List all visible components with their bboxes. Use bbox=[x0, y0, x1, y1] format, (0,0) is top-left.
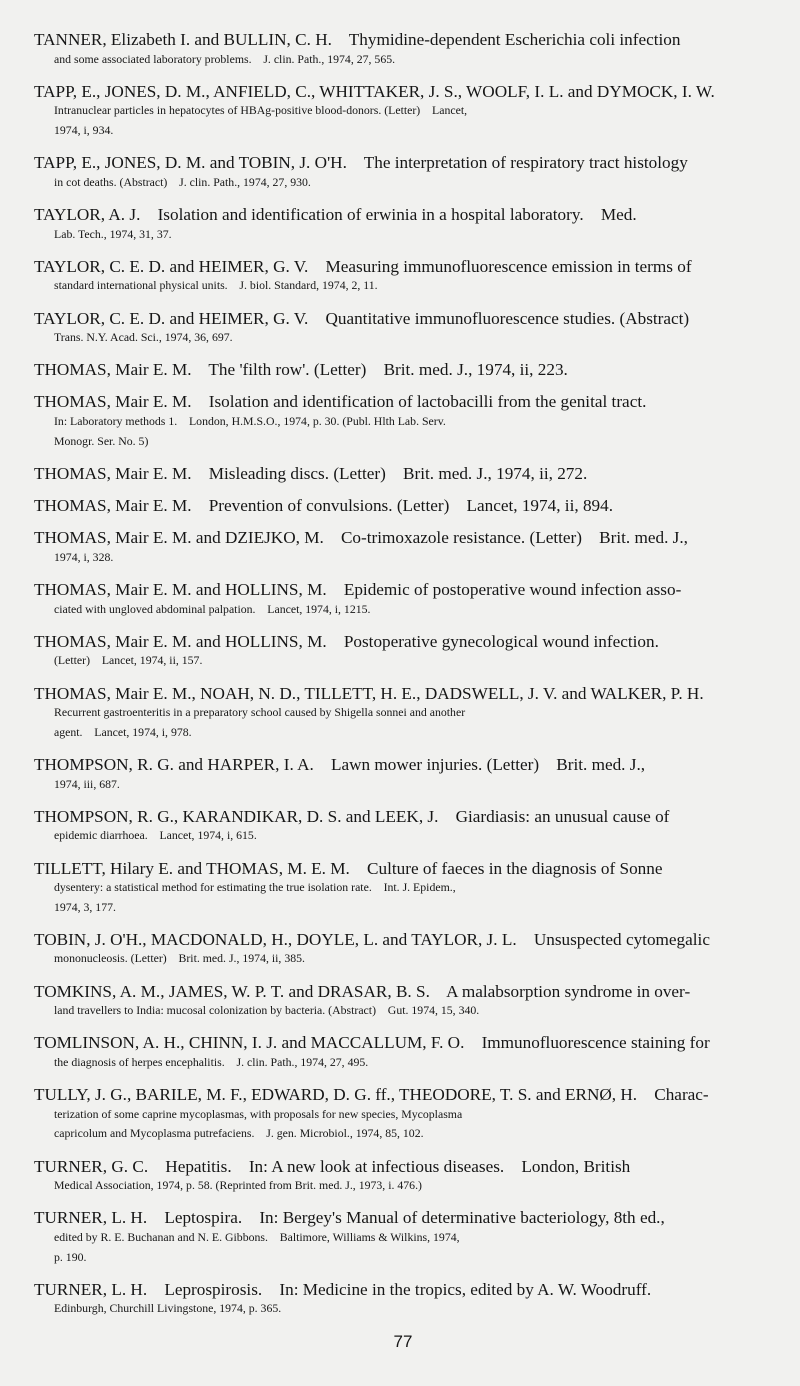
reference-line-continuation: 1974, i, 328. bbox=[54, 549, 114, 564]
reference-line-first: TOBIN, J. O'H., MACDONALD, H., DOYLE, L. and TAYLOR, J. L. Unsuspected cytomegalic bbox=[34, 929, 710, 949]
reference-line-continuation: mononucleosis. (Letter) Brit. med. J., 1974, ii, 385. bbox=[54, 951, 305, 966]
reference-entry bbox=[34, 859, 772, 918]
reference-line-first: TURNER, L. H. Leprospirosis. In: Medicine in the tropics, edited by A. W. Woodruff. bbox=[34, 1279, 652, 1299]
reference-entry bbox=[34, 1085, 772, 1144]
reference-line-first: THOMAS, Mair E. M. Prevention of convulsions. (Letter) Lancet, 1974, ii, 894. bbox=[34, 496, 614, 516]
reference-line-first: THOMAS, Mair E. M. Misleading discs. (Letter) Brit. med. J., 1974, ii, 272. bbox=[34, 463, 588, 483]
reference-entry bbox=[34, 528, 772, 567]
reference-line-continuation: p. 190. bbox=[54, 1249, 87, 1264]
reference-entry bbox=[34, 930, 772, 969]
reference-entry bbox=[34, 82, 772, 141]
reference-line-first: THOMAS, Mair E. M. Isolation and identification of lactobacilli from the genital tract. bbox=[34, 392, 647, 412]
reference-line-continuation: Recurrent gastroenteritis in a preparatory school caused by Shigella sonnei and another bbox=[54, 705, 466, 720]
reference-entry bbox=[34, 392, 772, 451]
reference-line-continuation: standard international physical units. J. biol. Standard, 1974, 2, 11. bbox=[54, 278, 378, 293]
reference-line-continuation: and some associated laboratory problems. J. clin. Path., 1974, 27, 565. bbox=[54, 51, 396, 66]
reference-entry bbox=[34, 153, 772, 192]
reference-line-continuation: epidemic diarrhoea. Lancet, 1974, i, 615. bbox=[54, 828, 257, 843]
reference-line-first: TILLETT, Hilary E. and THOMAS, M. E. M. Culture of faeces in the diagnosis of Sonne bbox=[34, 858, 663, 878]
reference-entry bbox=[34, 755, 772, 794]
reference-entry bbox=[34, 1033, 772, 1072]
reference-entry bbox=[34, 30, 772, 69]
reference-line-first: TULLY, J. G., BARILE, M. F., EDWARD, D. G. ff., THEODORE, T. S. and ERNØ, H. Charac- bbox=[34, 1085, 709, 1105]
reference-entry bbox=[34, 982, 772, 1021]
reference-line-continuation: agent. Lancet, 1974, i, 978. bbox=[54, 724, 192, 739]
reference-line-continuation: Monogr. Ser. No. 5) bbox=[54, 433, 149, 448]
reference-entry bbox=[34, 496, 772, 516]
reference-list bbox=[34, 30, 772, 1319]
reference-line-continuation: (Letter) Lancet, 1974, ii, 157. bbox=[54, 653, 203, 668]
reference-entry bbox=[34, 807, 772, 846]
reference-line-continuation: edited by R. E. Buchanan and N. E. Gibbons. Baltimore, Williams & Wilkins, 1974, bbox=[54, 1229, 460, 1244]
reference-line-first: THOMPSON, R. G., KARANDIKAR, D. S. and LEEK, J. Giardiasis: an unusual cause of bbox=[34, 806, 670, 826]
reference-line-continuation: In: Laboratory methods 1. London, H.M.S.O., 1974, p. 30. (Publ. Hlth Lab. Serv. bbox=[54, 414, 446, 429]
reference-line-first: THOMAS, Mair E. M. and HOLLINS, M. Postoperative gynecological wound infection. bbox=[34, 631, 659, 651]
reference-line-first: THOMPSON, R. G. and HARPER, I. A. Lawn mower injuries. (Letter) Brit. med. J., bbox=[34, 754, 646, 774]
reference-line-continuation: dysentery: a statistical method for estimating the true isolation rate. Int. J. Epidem., bbox=[54, 880, 456, 895]
reference-line-continuation: Trans. N.Y. Acad. Sci., 1974, 36, 697. bbox=[54, 330, 233, 345]
reference-line-first: TAYLOR, A. J. Isolation and identification of erwinia in a hospital laboratory. Med. bbox=[34, 204, 637, 224]
reference-line-continuation: capricolum and Mycoplasma putrefaciens. J. gen. Microbiol., 1974, 85, 102. bbox=[54, 1126, 424, 1141]
reference-line-first: THOMAS, Mair E. M., NOAH, N. D., TILLETT, H. E., DADSWELL, J. V. and WALKER, P. H. bbox=[34, 683, 704, 703]
reference-line-first: TAYLOR, C. E. D. and HEIMER, G. V. Measuring immunofluorescence emission in terms of bbox=[34, 256, 692, 276]
reference-line-first: TOMLINSON, A. H., CHINN, I. J. and MACCALLUM, F. O. Immunofluorescence staining for bbox=[34, 1033, 710, 1053]
reference-line-continuation: Medical Association, 1974, p. 58. (Reprinted from Brit. med. J., 1973, i. 476.) bbox=[54, 1178, 422, 1193]
reference-line-continuation: ciated with ungloved abdominal palpation. Lancet, 1974, i, 1215. bbox=[54, 601, 371, 616]
reference-entry bbox=[34, 360, 772, 380]
reference-line-first: TOMKINS, A. M., JAMES, W. P. T. and DRASAR, B. S. A malabsorption syndrome in over- bbox=[34, 981, 691, 1001]
reference-line-continuation: 1974, 3, 177. bbox=[54, 899, 116, 914]
reference-line-continuation: in cot deaths. (Abstract) J. clin. Path., 1974, 27, 930. bbox=[54, 174, 311, 189]
reference-line-continuation: 1974, iii, 687. bbox=[54, 776, 120, 791]
page-number: 77 bbox=[393, 1331, 413, 1351]
reference-line-continuation: land travellers to India: mucosal colonization by bacteria. (Abstract) Gut. 1974, 15, 340. bbox=[54, 1003, 480, 1018]
reference-line-first: TANNER, Elizabeth I. and BULLIN, C. H. Thymidine-dependent Escherichia coli infection bbox=[34, 30, 681, 49]
reference-entry bbox=[34, 684, 772, 743]
reference-line-first: TAPP, E., JONES, D. M., ANFIELD, C., WHITTAKER, J. S., WOOLF, I. L. and DYMOCK, I. W. bbox=[34, 81, 715, 101]
reference-entry bbox=[34, 309, 772, 348]
reference-entry bbox=[34, 580, 772, 619]
reference-line-continuation: 1974, i, 934. bbox=[54, 122, 114, 137]
reference-line-continuation: Intranuclear particles in hepatocytes of HBAg-positive blood-donors. (Letter) Lancet, bbox=[54, 103, 468, 118]
reference-line-first: TAYLOR, C. E. D. and HEIMER, G. V. Quantitative immunofluorescence studies. (Abstract) bbox=[34, 308, 690, 328]
reference-line-first: TAPP, E., JONES, D. M. and TOBIN, J. O'H. The interpretation of respiratory tract histology bbox=[34, 153, 688, 173]
reference-line-first: THOMAS, Mair E. M. and DZIEJKO, M. Co-trimoxazole resistance. (Letter) Brit. med. J., bbox=[34, 528, 688, 548]
reference-entry bbox=[34, 1208, 772, 1267]
reference-line-continuation: the diagnosis of herpes encephalitis. J. clin. Path., 1974, 27, 495. bbox=[54, 1055, 369, 1070]
reference-entry bbox=[34, 257, 772, 296]
reference-line-first: THOMAS, Mair E. M. and HOLLINS, M. Epidemic of postoperative wound infection asso- bbox=[34, 580, 682, 599]
reference-entry bbox=[34, 632, 772, 671]
reference-entry bbox=[34, 464, 772, 484]
reference-line-continuation: Lab. Tech., 1974, 31, 37. bbox=[54, 226, 172, 241]
reference-line-continuation: terization of some caprine mycoplasmas, with proposals for new species, Mycoplasma bbox=[54, 1106, 463, 1121]
reference-entry bbox=[34, 1280, 772, 1319]
reference-entry bbox=[34, 1157, 772, 1196]
reference-line-first: TURNER, G. C. Hepatitis. In: A new look at infectious diseases. London, British bbox=[34, 1156, 631, 1176]
reference-line-first: THOMAS, Mair E. M. The 'filth row'. (Letter) Brit. med. J., 1974, ii, 223. bbox=[34, 360, 568, 380]
reference-entry bbox=[34, 205, 772, 244]
reference-line-continuation: Edinburgh, Churchill Livingstone, 1974, p. 365. bbox=[54, 1301, 282, 1316]
reference-line-first: TURNER, L. H. Leptospira. In: Bergey's Manual of determinative bacteriology, 8th ed., bbox=[34, 1208, 665, 1228]
